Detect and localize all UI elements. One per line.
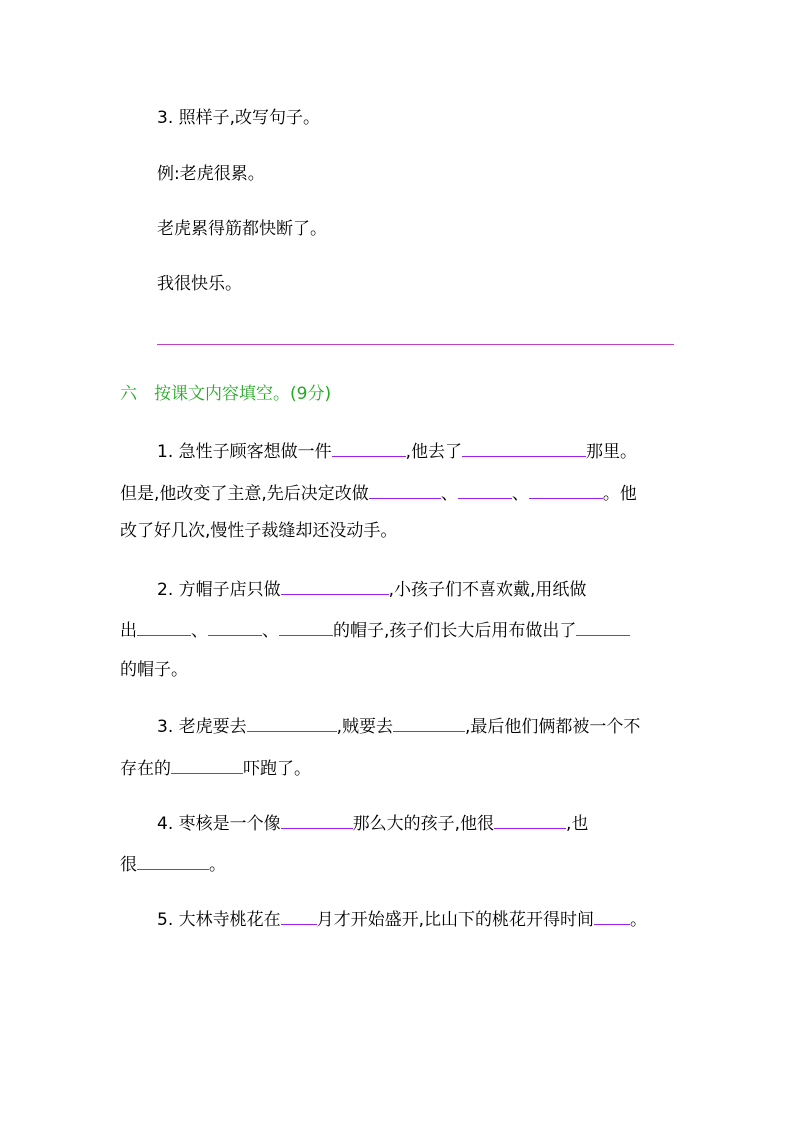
blank[interactable] bbox=[171, 755, 243, 774]
fill-q3-line2: 存在的 吓跑了。 bbox=[120, 755, 311, 780]
blank[interactable] bbox=[247, 713, 337, 732]
blank[interactable] bbox=[494, 810, 566, 829]
q3-answer-line[interactable] bbox=[157, 344, 674, 345]
blank[interactable] bbox=[332, 438, 406, 457]
fill-q2-line1: 2. 方帽子店只做 ,小孩子们不喜欢戴,用纸做 bbox=[157, 576, 586, 601]
blank[interactable] bbox=[393, 713, 465, 732]
blank[interactable] bbox=[458, 480, 512, 499]
q3-example-answer: 老虎累得筋都快断了。 bbox=[157, 219, 327, 239]
blank[interactable] bbox=[137, 617, 191, 636]
blank[interactable] bbox=[462, 438, 586, 457]
fill-q2-line2: 出 、 、 的帽子,孩子们长大后用布做出了 bbox=[120, 617, 630, 642]
fill-q2-line3: 的帽子。 bbox=[120, 660, 188, 680]
blank[interactable] bbox=[529, 480, 603, 499]
fill-q1-line1: 1. 急性子顾客想做一件 ,他去了 那里。 bbox=[157, 438, 637, 463]
q3-example-label: 例:老虎很累。 bbox=[157, 164, 265, 184]
blank[interactable] bbox=[594, 906, 630, 925]
blank[interactable] bbox=[576, 617, 630, 636]
fill-q3-line1: 3. 老虎要去 ,贼要去 ,最后他们俩都被一个不 bbox=[157, 713, 640, 738]
blank[interactable] bbox=[279, 617, 333, 636]
fill-q1-line3: 改了好几次,慢性子裁缝却还没动手。 bbox=[120, 521, 398, 541]
fill-q1-line2: 但是,他改变了主意,先后决定改做 、 、 。他 bbox=[120, 480, 637, 505]
fill-q4-line2: 很 。 bbox=[120, 851, 226, 876]
fill-q5-line1: 5. 大林寺桃花在 月才开始盛开,比山下的桃花开得时间 。 bbox=[157, 906, 647, 931]
q3-prompt: 3. 照样子,改写句子。 bbox=[157, 108, 321, 128]
blank[interactable] bbox=[369, 480, 441, 499]
blank[interactable] bbox=[281, 576, 389, 595]
blank[interactable] bbox=[137, 851, 209, 870]
section6-heading: 六 按课文内容填空。(9分) bbox=[120, 384, 332, 404]
fill-q4-line1: 4. 枣核是一个像 那么大的孩子,他很 ,也 bbox=[157, 810, 588, 835]
blank[interactable] bbox=[281, 906, 317, 925]
blank[interactable] bbox=[208, 617, 262, 636]
blank[interactable] bbox=[281, 810, 353, 829]
q3-task: 我很快乐。 bbox=[157, 274, 242, 294]
